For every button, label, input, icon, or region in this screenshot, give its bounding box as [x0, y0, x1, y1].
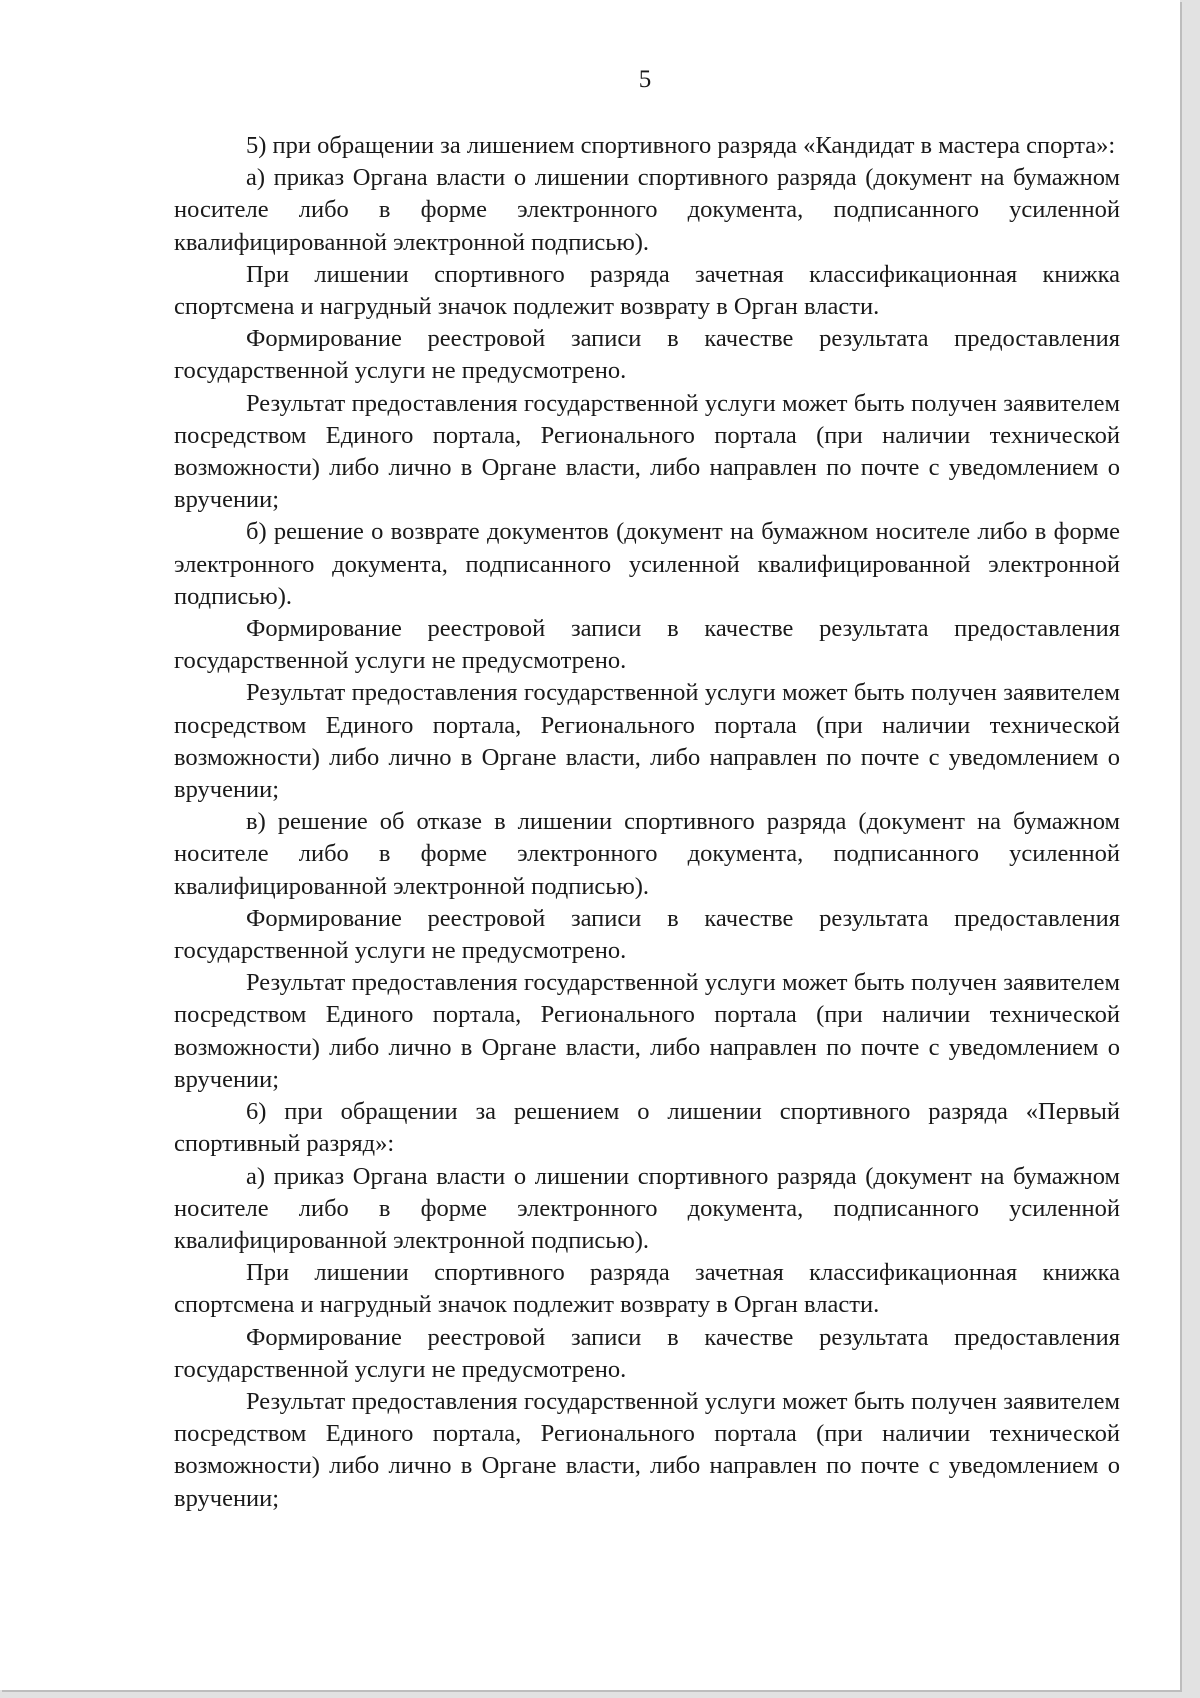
paragraph: Формирование реестровой записи в качестве результата предоставления государственной услуги не предусмотрено. — [174, 904, 1120, 965]
paragraph: Формирование реестровой записи в качестве результата предоставления государственной услуги не предусмотрено. — [174, 325, 1120, 385]
paragraph: Формирование реестровой записи в качестве результата предоставления государственной услуги не предусмотрено. — [174, 1323, 1120, 1383]
paragraph: б) решение о возврате документов (документ на бумажном носителе либо в форме электронного документа, подписанного усиленной квалифицированной электронной подписью). — [174, 518, 1120, 610]
paragraph: 5) при обращении за лишением спортивного разряда «Кандидат в мастера спорта»: — [246, 132, 1116, 159]
paragraph: а) приказ Органа власти о лишении спортивного разряда (документ на бумажном носителе либо в форме электронного документа, подписанного усиленной квалифицированной электронной подписью). — [174, 1162, 1120, 1254]
paragraph: Результат предоставления государственной услуги может быть получен заявителем посредством Единого портала, Регионального портала (при наличии технической возможности) либо лично в Органе власти, либо направлен по почте с уведомлением о вручении; — [174, 969, 1120, 1093]
paragraph: в) решение об отказе в лишении спортивного разряда (документ на бумажном носителе либо в форме электронного документа, подписанного усиленной квалифицированной электронной подписью). — [174, 808, 1120, 900]
document-body — [174, 130, 1120, 1515]
paragraph: При лишении спортивного разряда зачетная классификационная книжка спортсмена и нагрудный значок подлежит возврату в Орган власти. — [174, 260, 1120, 321]
paragraph: При лишении спортивного разряда зачетная классификационная книжка спортсмена и нагрудный значок подлежит возврату в Орган власти. — [174, 1259, 1120, 1319]
paragraph: а) приказ Органа власти о лишении спортивного разряда (документ на бумажном носителе либо в форме электронного документа, подписанного усиленной квалифицированной электронной подписью). — [174, 164, 1120, 256]
paragraph: Результат предоставления государственной услуги может быть получен заявителем посредством Единого портала, Регионального портала (при наличии технической возможности) либо лично в Органе власти, либо направлен по почте с уведомлением о вручении; — [174, 679, 1120, 804]
paragraph: 6) при обращении за решением о лишении спортивного разряда «Первый спортивный разряд»: — [174, 1098, 1120, 1158]
paragraph: Результат предоставления государственной услуги может быть получен заявителем посредством Единого портала, Регионального портала (при наличии технической возможности) либо лично в Органе власти, либо направлен по почте с уведомлением о вручении; — [174, 1387, 1120, 1512]
paragraph: Формирование реестровой записи в качестве результата предоставления государственной услуги не предусмотрено. — [174, 615, 1120, 675]
paragraph: Результат предоставления государственной услуги может быть получен заявителем посредством Единого портала, Регионального портала (при наличии технической возможности) либо лично в Органе власти, либо направлен по почте с уведомлением о вручении; — [174, 389, 1120, 514]
page-number: 5 — [638, 66, 652, 93]
